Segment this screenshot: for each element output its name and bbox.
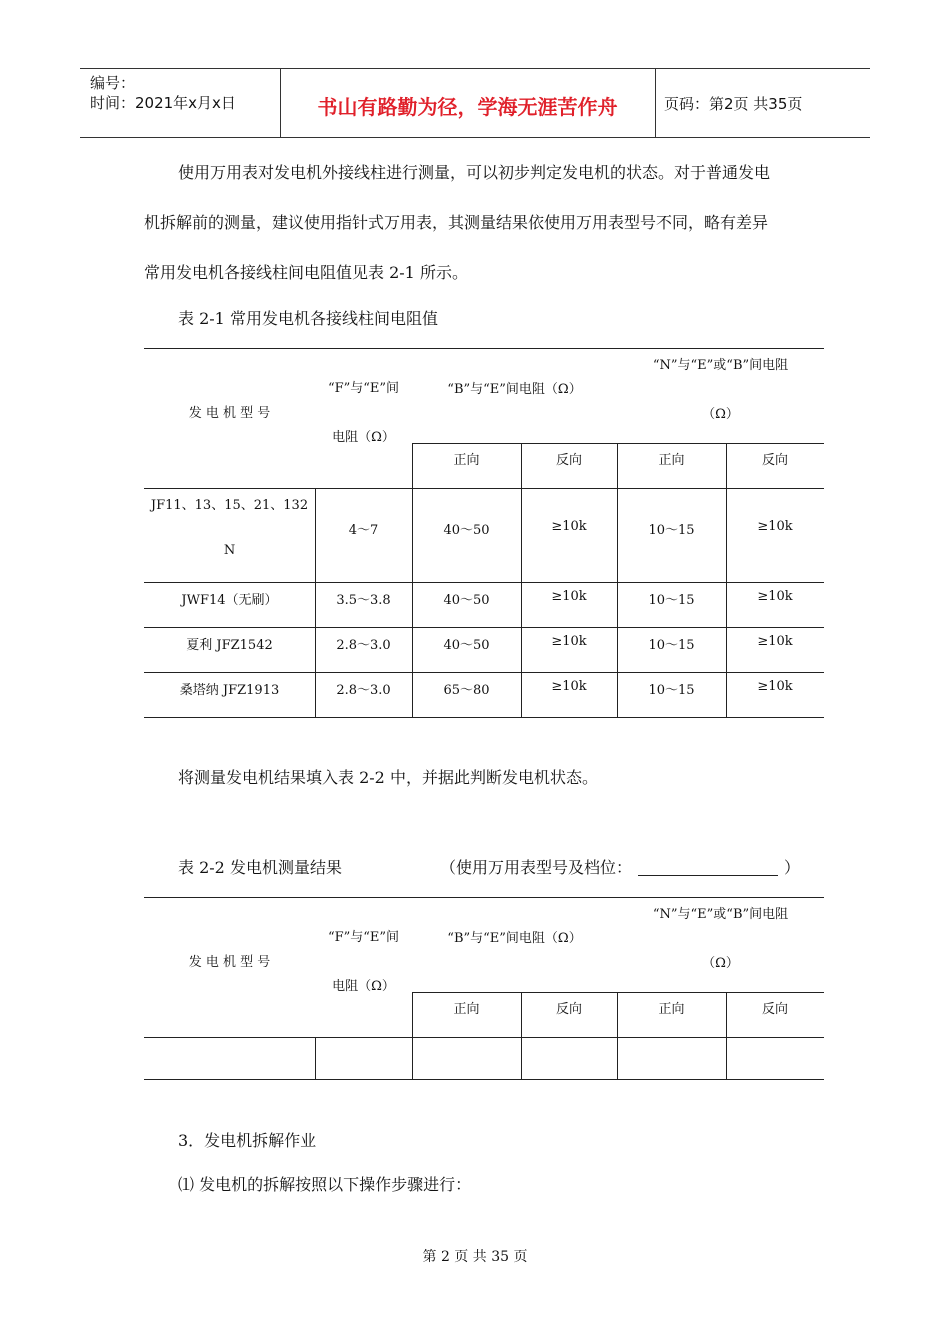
col-fe-header: “F”与“E”间 [327,930,400,945]
table-cell-model: N [223,543,236,558]
page-header [80,68,870,138]
table-cell: ≥10k [551,589,587,604]
col-model-header: 发 电 机 型 号 [188,406,271,421]
header-number: 编号： [90,74,136,92]
header-page: 页码：第2页 共35页 [664,95,803,113]
table-cell: ≥10k [757,634,793,649]
page-footer: 第 2 页 共 35 页 [422,1249,528,1265]
table-cell: 65～80 [443,683,490,698]
table-cell: ≥10k [551,679,587,694]
header-time: 时间：2021年x月x日 [90,94,236,112]
col-ne-header-unit: （Ω） [702,956,739,971]
table-cell: 10～15 [648,523,695,538]
table-cell: ≥10k [551,519,587,534]
table2-note-prefix: （使用万用表型号及档位： [440,858,633,877]
table-cell: 10～15 [648,683,695,698]
table-cell: 40～50 [443,523,490,538]
sub-header: 正向 [658,1002,685,1017]
col-be-header: “B”与“E”间电阻（Ω） [447,382,582,397]
table-cell-model: 夏利 JFZ1542 [186,638,273,653]
col-fe-header-unit: 电阻（Ω） [332,430,395,445]
mid-text: 将测量发电机结果填入表 2-2 中，并据此判断发电机状态。 [178,768,598,787]
table2-note-suffix: ） [784,858,801,877]
table-cell: 10～15 [648,593,695,608]
table-cell: ≥10k [757,519,793,534]
table-cell: 2.8～3.0 [336,683,391,698]
table-cell: 10～15 [648,638,695,653]
table-cell: 3.5～3.8 [336,593,391,608]
sub-header: 反向 [555,1002,582,1017]
sub-header: 正向 [453,1002,480,1017]
sub-header: 反向 [761,1002,788,1017]
table-cell-model: JWF14（无刷） [181,593,278,608]
table-cell: 40～50 [443,638,490,653]
table-cell: 4～7 [348,523,379,538]
col-fe-header-unit: 电阻（Ω） [332,979,395,994]
col-be-header: “B”与“E”间电阻（Ω） [447,931,582,946]
col-ne-header: “N”与“E”或“B”间电阻 [652,907,789,922]
table-cell-model: 桑塔纳 JFZ1913 [179,683,280,698]
table-cell: ≥10k [757,679,793,694]
sub-header: 正向 [658,453,685,468]
table-2-2 [144,897,824,1081]
table2-caption: 表 2-2 发电机测量结果 [178,858,342,877]
table-cell: ≥10k [757,589,793,604]
sub-header: 正向 [453,453,480,468]
table-cell: 2.8～3.0 [336,638,391,653]
header-meta [90,73,236,113]
table-2-1 [144,348,824,718]
section-3-heading: 3．发电机拆解作业 [178,1131,317,1150]
header-motto: 书山有路勤为径，学海无涯苦作舟 [317,95,618,119]
sub-header: 反向 [555,453,582,468]
col-ne-header-unit: （Ω） [702,407,739,422]
col-fe-header: “F”与“E”间 [327,381,400,396]
header-divider [655,69,656,137]
intro-line-3: 常用发电机各接线柱间电阻值见表 2-1 所示。 [144,263,468,282]
step-1: ⑴ 发电机的拆解按照以下操作步骤进行： [178,1175,472,1194]
table-cell: ≥10k [551,634,587,649]
intro-line-2: 机拆解前的测量，建议使用指针式万用表，其测量结果依使用万用表型号不同，略有差异 [144,213,769,232]
table-cell-model: JF11、13、15、21、132 [150,498,309,513]
table1-caption: 表 2-1 常用发电机各接线柱间电阻值 [178,309,438,328]
sub-header: 反向 [761,453,788,468]
col-model-header: 发 电 机 型 号 [188,955,271,970]
table2-note [440,855,800,878]
table-cell: 40～50 [443,593,490,608]
col-ne-header: “N”与“E”或“B”间电阻 [652,358,789,373]
intro-line-1: 使用万用表对发电机外接线柱进行测量，可以初步判定发电机的状态。对于普通发电 [178,163,771,182]
multimeter-blank-field[interactable] [638,861,778,876]
